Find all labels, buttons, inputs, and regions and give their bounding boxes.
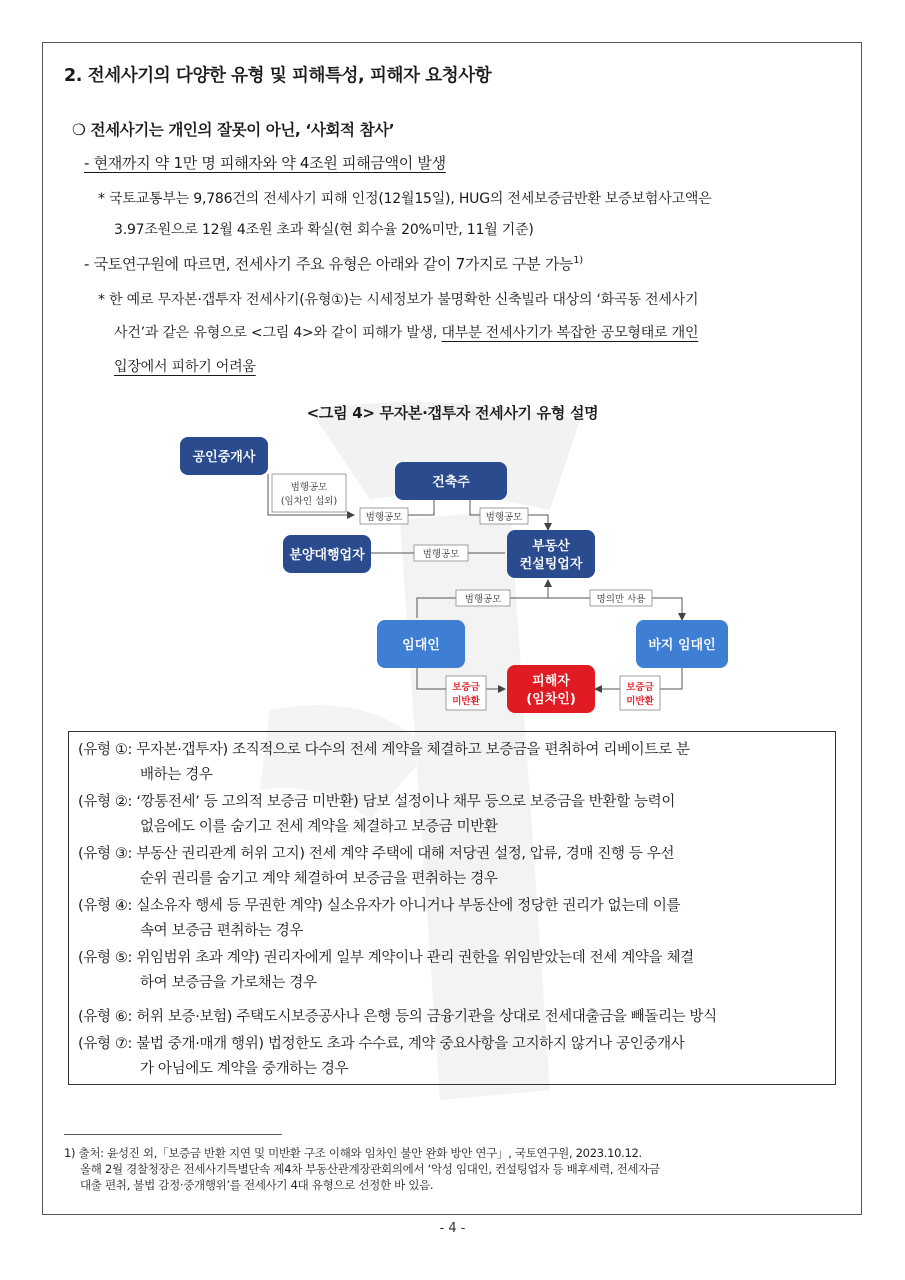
footnote-rule: [64, 1134, 282, 1135]
footnote-line1: 1) 출처: 윤성진 외,「보증금 반환 지연 및 미반환 구조 이해와 임차인 불안 완화 방안 연구」, 국토연구원, 2023.10.12.: [64, 1146, 642, 1160]
edge-label-deposit-left: [446, 676, 486, 710]
edge-label-builder-left-text: 범행공모: [365, 512, 403, 523]
type-5-line2: 하여 보증금을 가로채는 경우: [140, 975, 317, 991]
note-molit-line2: 3.97조원으로 12월 4조원 초과 확실(현 회수율 20%미만, 11월 기준): [114, 222, 534, 238]
node-fake-landlord: [636, 620, 728, 668]
edge-label-deposit-left-1: 보증금: [452, 682, 480, 693]
edge-label-broker: [272, 474, 346, 512]
type-1-line2: 배하는 경우: [140, 767, 213, 783]
node-builder: [395, 462, 507, 500]
node-broker: [180, 437, 268, 475]
node-fake-landlord-label: 바지 임대인: [648, 638, 716, 653]
edge-label-name-only: [590, 590, 652, 606]
node-builder-label: 건축주: [432, 475, 470, 490]
node-sales-agent-label: 분양대행업자: [289, 548, 365, 563]
page-number: - 4 -: [439, 1221, 466, 1236]
note-molit-line1: * 국토교통부는 9,786건의 전세사기 피해 인정(12월15일), HUG의 전세보증금반환 보증보험사고액은: [98, 191, 712, 207]
edge-label-deposit-right-1: 보증금: [626, 682, 654, 693]
edge-label-deposit-right: [620, 676, 660, 710]
node-consultant-label-1: 부동산: [532, 539, 570, 554]
type-4-line1: (유형 ④: 실소유자 행세 등 무권한 계약) 실소유자가 아니거나 부동산에 정당한 권리가 없는데 이를: [78, 898, 681, 914]
edge-label-broker-2: (임차인 섭외): [280, 496, 338, 507]
type-6-line1: (유형 ⑥: 허위 보증·보험) 주택도시보증공사나 은행 등의 금융기관을 상대로 전세대출금을 빼돌리는 방식: [78, 1009, 717, 1025]
edge-label-deposit-left-2: 미반환: [452, 696, 480, 707]
node-victim-label-2: (임차인): [526, 692, 576, 707]
edge-label-landlord: [456, 590, 510, 606]
footnote-ref: 1): [573, 255, 583, 266]
figure-caption: <그림 4> 무자본·갭투자 전세사기 유형 설명: [306, 404, 599, 422]
edge-label-middle: [414, 545, 468, 561]
edge-label-name-only-text: 명의만 사용: [596, 594, 646, 605]
node-consultant: [507, 530, 595, 578]
edge-label-broker-1: 범행공모: [290, 482, 328, 493]
node-consultant-label-2: 컨설팅업자: [519, 557, 583, 572]
note-example-line3: 입장에서 피하기 어려움: [114, 359, 256, 375]
type-3-line1: (유형 ③: 부동산 권리관계 허위 고지) 전세 계약 주택에 대해 저당권 설정, 압류, 경매 진행 등 우선: [78, 846, 675, 862]
node-broker-label: 공인중개사: [192, 450, 256, 465]
edge-label-builder-right-text: 범행공모: [485, 512, 523, 523]
note-example-line1: * 한 예로 무자본·갭투자 전세사기(유형①)는 시세정보가 불명확한 신축빌라 대상의 ‘화곡동 전세사기: [98, 292, 699, 308]
note-example-line2-b: 대부분 전세사기가 복잡한 공모형태로 개인: [441, 325, 699, 341]
node-landlord-label: 임대인: [402, 638, 440, 653]
main-bullet: ❍ 전세사기는 개인의 잘못이 아닌, ‘사회적 참사’: [72, 121, 395, 139]
dash-item-damage: - 현재까지 약 1만 명 피해자와 약 4조원 피해금액이 발생: [84, 154, 446, 172]
node-victim: [507, 665, 595, 713]
footnote-line2: 올해 2월 경찰청장은 전세사기특별단속 제4차 부동산관계장관회의에서 ‘악성 임대인, 컨설팅업자 등 배후세력, 전세자금: [80, 1162, 660, 1176]
dash-item-krihs-text: - 국토연구원에 따르면, 전세사기 주요 유형은 아래와 같이 7가지로 구분 가능: [84, 255, 574, 273]
node-landlord: [377, 620, 465, 668]
type-1-line1: (유형 ①: 무자본·갭투자) 조직적으로 다수의 전세 계약을 체결하고 보증금을 편취하여 리베이트로 분: [78, 742, 690, 758]
node-sales-agent: [283, 535, 371, 573]
edge-label-middle-text: 범행공모: [422, 549, 460, 560]
type-2-line1: (유형 ②: ‘깡통전세’ 등 고의적 보증금 미반환) 담보 설정이나 채무 등으로 보증금을 반환할 능력이: [78, 794, 675, 810]
footnote-line3: 대출 편취, 불법 감정·중개행위’를 전세사기 4대 유형으로 선정한 바 있음.: [80, 1178, 434, 1192]
edge-label-builder-left: [360, 508, 408, 524]
note-example-line2-a: 사건’과 같은 유형으로 <그림 4>와 같이 피해가 발생,: [114, 325, 442, 341]
type-5-line1: (유형 ⑤: 위임범위 초과 계약) 권리자에게 일부 계약이나 관리 권한을 위임받았는데 전세 계약을 체결: [78, 950, 694, 966]
type-2-line2: 없음에도 이를 숨기고 전세 계약을 체결하고 보증금 미반환: [140, 819, 498, 835]
type-7-line2: 가 아님에도 계약을 중개하는 경우: [140, 1061, 349, 1077]
edge-label-builder-right: [480, 508, 528, 524]
edge-label-deposit-right-2: 미반환: [626, 696, 654, 707]
section-heading: 2. 전세사기의 다양한 유형 및 피해특성, 피해자 요청사항: [64, 66, 492, 86]
type-3-line2: 순위 권리를 숨기고 계약 체결하여 보증금을 편취하는 경우: [140, 871, 498, 887]
edge-label-landlord-text: 범행공모: [464, 594, 502, 605]
type-4-line2: 속여 보증금 편취하는 경우: [140, 923, 304, 939]
node-victim-label-1: 피해자: [532, 674, 570, 689]
type-7-line1: (유형 ⑦: 불법 중개·매개 행위) 법정한도 초과 수수료, 계약 중요사항을 고지하지 않거나 공인중개사: [78, 1036, 685, 1052]
